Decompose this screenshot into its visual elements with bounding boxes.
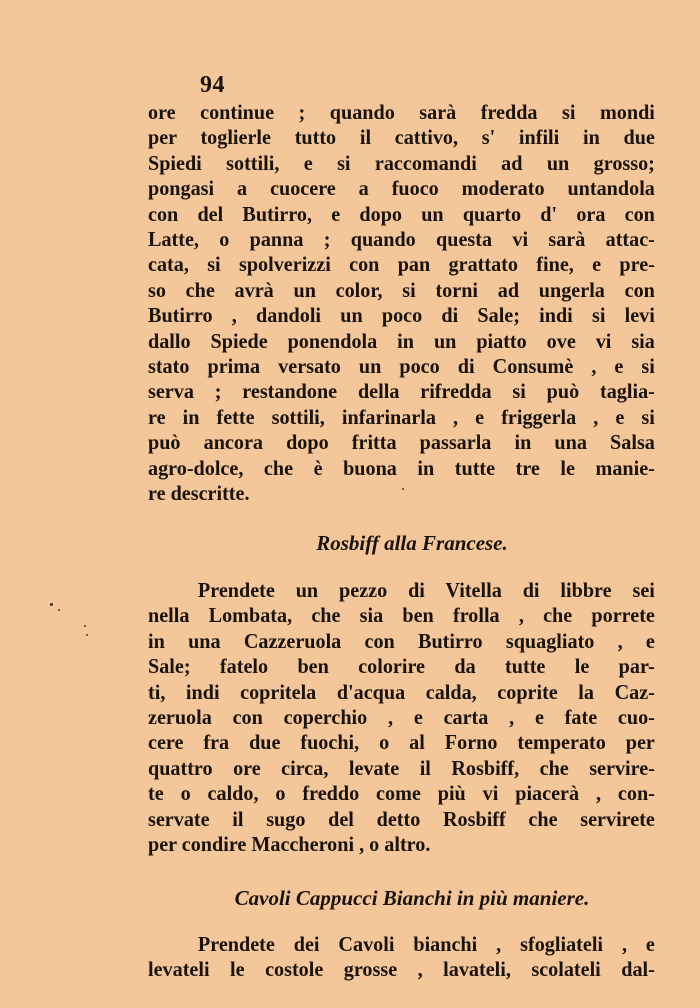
- text-line: so che avrà un color, si torni ad ungerla con: [148, 277, 655, 302]
- text-line: Spiedi sottili, e si raccomandi ad un grosso;: [148, 150, 655, 175]
- text-line: levateli le costole grosse , lavateli, scolateli dal-: [148, 957, 655, 982]
- heading-cavoli: Cavoli Cappucci Bianchi in più maniere.: [234, 886, 590, 910]
- text-line: zeruola con coperchio , e carta , e fate cuo-: [148, 705, 655, 730]
- text-line: pongasi a cuocere a fuoco moderato untandola: [148, 176, 655, 201]
- text-line: nella Lombata, che sia ben frolla , che porrete: [148, 603, 655, 628]
- text-line: serva ; restandone della rifredda si può taglia-: [148, 379, 655, 404]
- text-line: dallo Spiede ponendola in un piatto ove vi sia: [148, 328, 655, 353]
- ink-speck: [58, 609, 60, 611]
- text-line: ti, indi copritela d'acqua calda, coprite la Caz-: [148, 679, 655, 704]
- text-line: te o caldo, o freddo come più vi piacerà , con-: [148, 781, 655, 806]
- heading-rosbiff: Rosbiff alla Francese.: [316, 531, 508, 555]
- text-line: quattro ore circa, levate il Rosbiff, che servire-: [148, 755, 655, 780]
- text-line: agro-dolce, che è buona in tutte tre le manie-: [148, 455, 655, 480]
- text-line: per toglierle tutto il cattivo, s' infili in due: [148, 125, 655, 150]
- text-line: Butirro , dandoli un poco di Sale; indi si levi: [148, 303, 655, 328]
- text-line: servate il sugo del detto Rosbiff che servirete: [148, 806, 655, 831]
- text-line: re in fette sottili, infarinarla , e friggerla , e si: [148, 404, 655, 429]
- text-line: con del Butirro, e dopo un quarto d' ora con: [148, 201, 655, 226]
- text-line: Sale; fatelo ben colorire da tutte le par-: [148, 654, 655, 679]
- text-line: ore continue ; quando sarà fredda si mondi: [148, 100, 655, 124]
- paragraph-cavoli: [148, 932, 655, 983]
- text-line: per condire Maccheroni , o altro.: [148, 832, 431, 857]
- text-line: cere fra due fuochi, o al Forno temperato per: [148, 730, 655, 755]
- text-line: cata, si spolverizzi con pan grattato fine, e pre-: [148, 252, 655, 277]
- text-line: Latte, o panna ; quando questa vi sarà attac-: [148, 227, 655, 252]
- page-number: 94: [200, 72, 225, 98]
- ink-speck: [86, 634, 88, 636]
- text-line: Prendete un pezzo di Vitella di libbre sei: [197, 578, 655, 602]
- paragraph-rosbiff: [148, 578, 655, 857]
- text-line: re descritte.: [148, 481, 250, 506]
- ink-speck: [50, 603, 53, 606]
- ink-speck: [402, 488, 404, 490]
- ink-speck: [84, 625, 86, 627]
- paragraph-continued: [148, 100, 655, 507]
- text-line: può ancora dopo fritta passarla in una Salsa: [148, 430, 655, 455]
- text-line: stato prima versato un poco di Consumè , e si: [148, 354, 655, 379]
- text-line: in una Cazzeruola con Butirro squagliato , e: [148, 628, 655, 653]
- text-line: Prendete dei Cavoli bianchi , sfogliateli , e: [197, 932, 655, 956]
